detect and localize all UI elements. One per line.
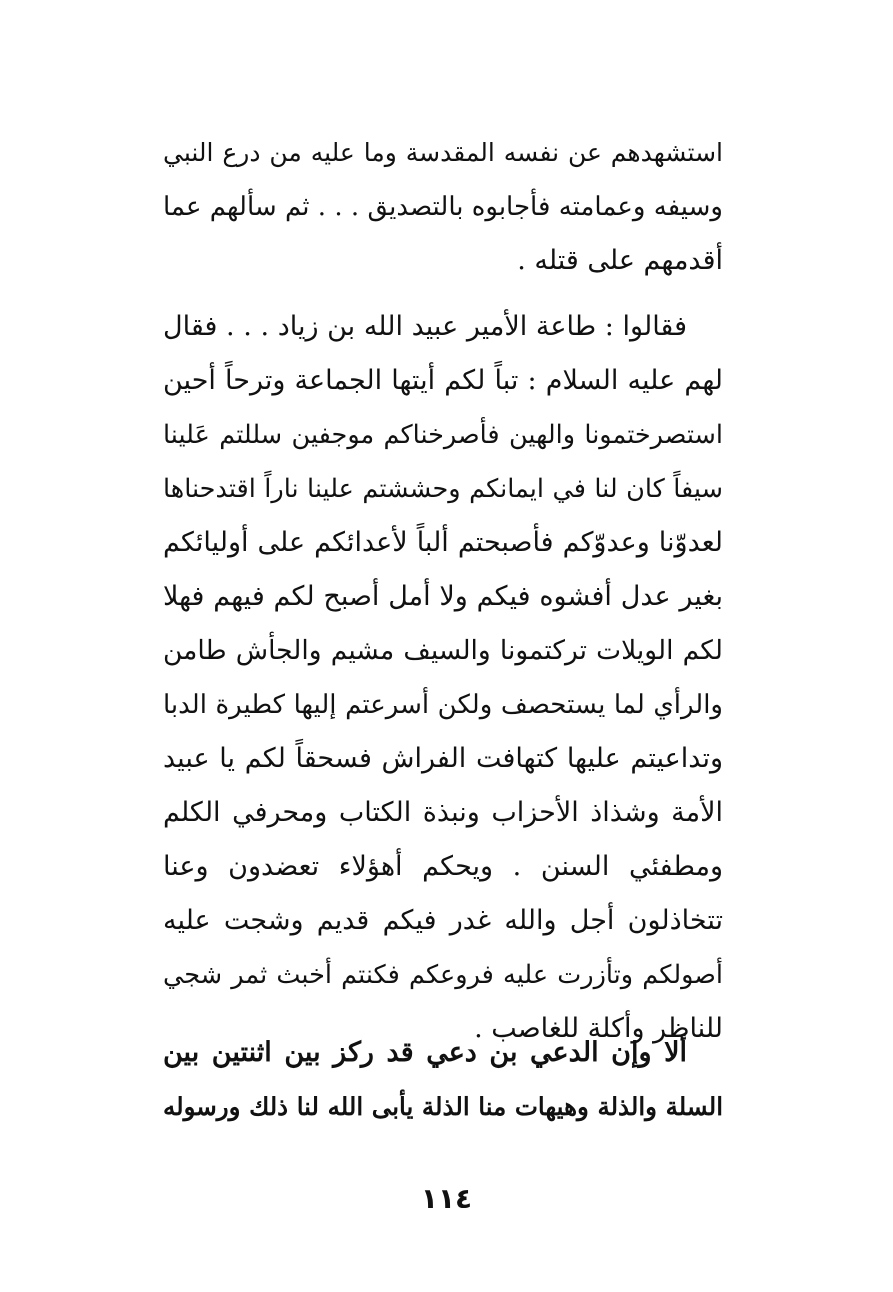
text-line: وتداعيتم عليها كتهافت الفراش فسحقاً لكم يا عبيد — [163, 743, 723, 774]
text-line: استصرختمونا والهين فأصرخناكم موجفين سللتم عَلينا — [163, 420, 723, 450]
text-line: لهم عليه السلام : تباً لكم أيتها الجماعة وترحاً أحين — [163, 365, 723, 396]
page-number: ١١٤ — [420, 1182, 473, 1215]
text-line: وسيفه وعمامته فأجابوه بالتصديق . . . ثم سألهم عما — [163, 192, 723, 222]
paragraph-2 — [163, 300, 723, 1056]
text-line: الأمة وشذاذ الأحزاب ونبذة الكتاب ومحرفي الكلم — [163, 797, 723, 828]
text-line: بغير عدل أفشوه فيكم ولا أمل أصبح لكم فيهم فهلا — [163, 581, 724, 612]
text-line: للناظر وأكلة للغاصب . — [474, 1013, 723, 1044]
text-line: ألا وإن الدعي بن دعي قد ركز بين اثنتين بين — [163, 1037, 687, 1068]
text-line: أصولكم وتأزرت عليه فروعكم فكنتم أخبث ثمر شجي — [163, 960, 723, 990]
text-line: تتخاذلون أجل والله غدر فيكم قديم وشجت عليه — [163, 905, 723, 936]
text-line: ومطفئي السنن . ويحكم أهؤلاء تعضدون وعنا — [163, 851, 723, 882]
text-line: والرأي لما يستحصف ولكن أسرعتم إليها كطيرة الدبا — [163, 690, 723, 720]
text-line: لعدوّنا وعدوّكم فأصبحتم ألباً لأعدائكم على أوليائكم — [163, 527, 723, 558]
text-line: لكم الويلات تركتمونا والسيف مشيم والجأش طامن — [163, 635, 723, 666]
paragraph-1 — [163, 126, 723, 288]
text-line: سيفاً كان لنا في ايمانكم وحششتم علينا ناراً اقتدحناها — [163, 474, 723, 504]
text-line: السلة والذلة وهيهات منا الذلة يأبى الله لنا ذلك ورسوله — [163, 1092, 723, 1121]
text-line: فقالوا : طاعة الأمير عبيد الله بن زياد . . . فقال — [163, 311, 687, 342]
paragraph-3 — [163, 1026, 723, 1134]
text-line: أقدمهم على قتله . — [517, 245, 723, 276]
text-line: استشهدهم عن نفسه المقدسة وما عليه من درع النبي — [163, 138, 723, 167]
